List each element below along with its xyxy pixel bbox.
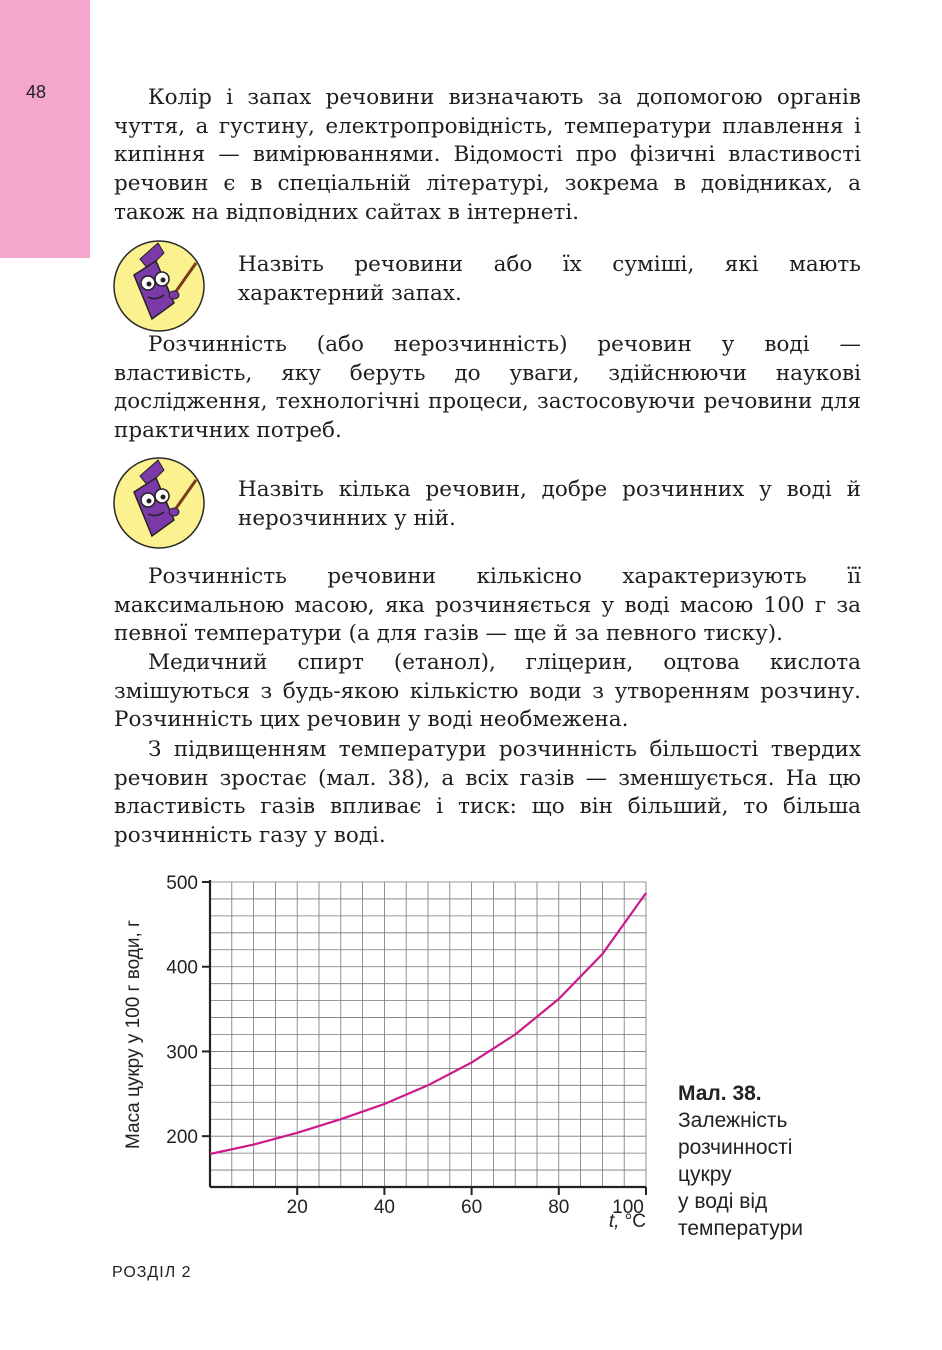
pencil-mascot-icon [112, 456, 206, 550]
x-tick-label: 100 [612, 1197, 644, 1218]
question-soluble-substances: Назвіть кілька речовин, добре розчинних у воді й нерозчинних у ній. [238, 477, 861, 531]
caption-line: Залежність [678, 1109, 788, 1132]
chart-grid [210, 882, 646, 1187]
paragraph-temperature-effect: З підвищенням температури розчинність більшості твердих речовин зростає (мал. 38), а всіх газів — зменшується. На цю властивість газів впливає і тиск: що він більший, то більша розчинність газу у воді. [114, 737, 861, 849]
y-tick-label: 300 [166, 1042, 198, 1064]
paragraph-solubility: Розчинність (або нерозчинність) речовин у воді — властивість, яку беруть до уваги, здійснюючи наукові дослідження, технологічні процеси, застосовуючи речовини для практичних потреб. [114, 332, 861, 444]
pencil-mascot-icon [112, 239, 206, 333]
page-number: 48 [26, 82, 47, 102]
y-axis-label: Маса цукру у 100 г води, г [123, 920, 144, 1149]
x-axis-label: t, °C [608, 1211, 646, 1232]
question-smell: Назвіть речовини або їх суміші, які мають характерний запах. [238, 252, 861, 306]
chapter-footer: РОЗДІЛ 2 [112, 1264, 192, 1281]
caption-line: розчинності [678, 1136, 793, 1159]
y-tick-label: 500 [166, 873, 198, 894]
chapter-color-tab [0, 0, 90, 258]
paragraph-properties-intro: Колір і запах речовини визначають за допомогою органів чуття, а густину, електропровідність, температури плавлення і кипіння — вимірюваннями. Відомості про фізичні властивості речовин є в спеціальній літературі, зокрема в довідниках, а також на відповідних сайтах в інтернеті. [114, 85, 861, 225]
y-tick-label: 400 [166, 957, 198, 979]
paragraph-quantitative-solubility: Розчинність речовини кількісно характеризують її максимальною масою, яка розчиняється у воді масою 100 г за певної температури (а для газів — ще й за певного тиску). [114, 564, 861, 647]
sugar-solubility-chart [0, 862, 680, 1252]
x-tick-label: 80 [548, 1197, 570, 1218]
caption-line: температури [678, 1217, 803, 1240]
y-tick-label: 200 [166, 1127, 198, 1149]
x-tick-label: 60 [461, 1197, 483, 1218]
caption-line: у воді від [678, 1190, 768, 1213]
caption-line: цукру [678, 1163, 732, 1186]
caption-title: Мал. 38. [678, 1082, 762, 1105]
x-tick-label: 40 [373, 1197, 395, 1218]
paragraph-unlimited-solubility: Медичний спирт (етанол), гліцерин, оцтова кислота змішуються з будь-якою кількістю води з утворенням розчину. Розчинність цих речовин у воді необмежена. [114, 650, 861, 733]
figure-caption [678, 1080, 803, 1242]
x-tick-label: 20 [286, 1197, 308, 1218]
